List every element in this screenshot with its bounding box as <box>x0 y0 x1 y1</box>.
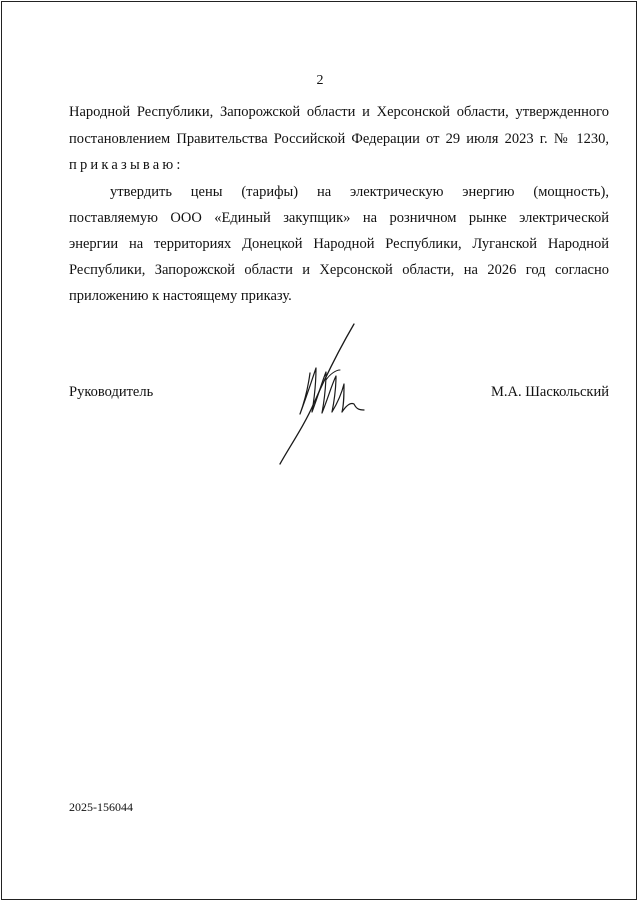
order-word: приказываю: <box>69 157 184 173</box>
paragraph-line-3: энергии на территориях Донецкой Народной Республики, Луганской Народной <box>69 236 609 252</box>
handwritten-signature-icon <box>270 318 380 466</box>
paragraph-line-2: поставляемую ООО «Единый закупщик» на розничном рынке электрической <box>69 210 609 226</box>
signer-name: М.А. Шаскольский <box>491 384 609 400</box>
paragraph-line-4: Республики, Запорожской области и Херсонской области, на 2026 год согласно <box>69 262 609 278</box>
body-line-2: постановлением Правительства Российской Федерации от 29 июля 2023 г. № 1230, <box>69 131 609 147</box>
position-title: Руководитель <box>69 384 154 400</box>
paragraph-line-1: утвердить цены (тарифы) на электрическую энергию (мощность), <box>110 184 609 200</box>
page-number: 2 <box>316 73 324 88</box>
paragraph-line-5: приложению к настоящему приказу. <box>69 288 292 304</box>
document-number: 2025-156044 <box>69 800 133 814</box>
body-line-1: Народной Республики, Запорожской области и Херсонской области, утвержденного <box>69 104 609 120</box>
